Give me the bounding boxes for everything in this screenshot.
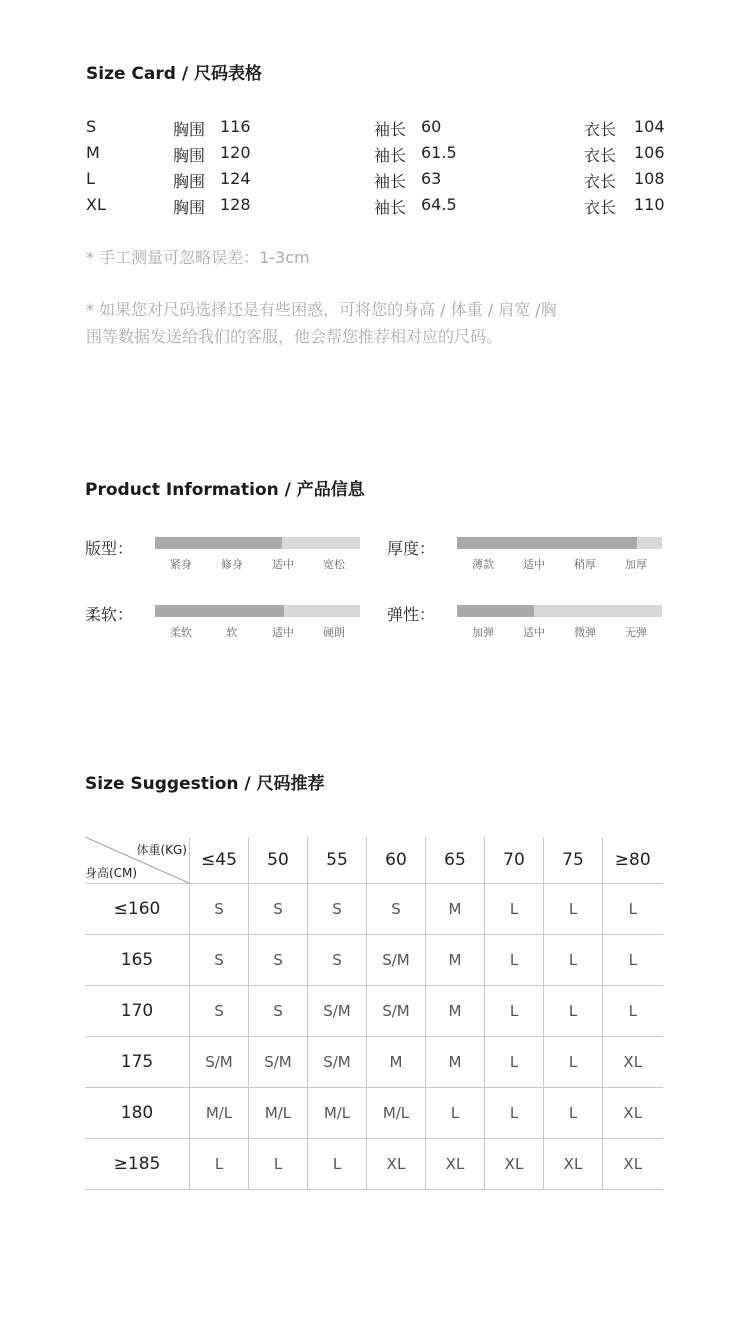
- height-row-header: 175: [85, 1037, 190, 1088]
- weight-header-cell: ≥80: [603, 837, 663, 884]
- size-cell: L: [485, 1037, 544, 1088]
- scale-option-label: 硬朗: [323, 626, 345, 639]
- size-card-row: [0, 143, 750, 169]
- scale-option-label: 适中: [272, 558, 294, 571]
- size-cell: M: [426, 1037, 485, 1088]
- size-suggestion-table: [85, 837, 663, 1190]
- size-cell: S: [367, 884, 426, 935]
- scale-option-label: 微弹: [574, 626, 596, 639]
- scale-option-label: 稍厚: [574, 558, 596, 571]
- weight-header-cell: 60: [367, 837, 426, 884]
- size-cell: M/L: [367, 1088, 426, 1139]
- height-row-header: ≥185: [85, 1139, 190, 1190]
- size-cell: S/M: [308, 1037, 367, 1088]
- measurement-note: * 手工测量可忽略误差：1-3cm: [86, 248, 310, 267]
- attribute-label: 柔软：: [85, 605, 134, 624]
- size-card-chest: 116: [220, 117, 251, 136]
- size-card-length-label: 衣长: [584, 172, 617, 191]
- size-card-chest: 120: [220, 143, 251, 162]
- table-row: [85, 884, 663, 935]
- scale-option-label: 加厚: [625, 558, 647, 571]
- size-cell: L: [426, 1088, 485, 1139]
- size-cell: XL: [367, 1139, 426, 1190]
- size-cell: XL: [603, 1037, 663, 1088]
- size-card-size: L: [86, 169, 95, 188]
- advice-note-line-2: 围等数据发送给我们的客服，他会帮您推荐相对应的尺码。: [86, 327, 503, 346]
- size-card-sleeve: 63: [421, 169, 442, 188]
- size-card-chest: 124: [220, 169, 251, 188]
- size-cell: S/M: [367, 986, 426, 1037]
- size-cell: XL: [426, 1139, 485, 1190]
- scale-option-label: 宽松: [323, 558, 345, 571]
- size-cell: M/L: [190, 1088, 249, 1139]
- attribute-level-fill: [457, 605, 534, 617]
- attribute-level-bar: [155, 537, 360, 549]
- size-cell: M: [426, 986, 485, 1037]
- scale-option-label: 适中: [523, 558, 545, 571]
- size-card-chest-label: 胸围: [173, 146, 206, 165]
- size-cell: XL: [603, 1139, 663, 1190]
- scale-option-label: 柔软: [170, 626, 192, 639]
- size-suggestion-title: Size Suggestion / 尺码推荐: [85, 774, 325, 794]
- size-card-chest-label: 胸围: [173, 172, 206, 191]
- scale-option-label: 软: [226, 626, 238, 639]
- attribute-level-bar: [457, 605, 662, 617]
- scale-option-label: 无弹: [625, 626, 647, 639]
- table-row: [85, 1037, 663, 1088]
- size-cell: S: [190, 884, 249, 935]
- size-card-title: Size Card / 尺码表格: [86, 64, 262, 84]
- attribute-level-bar: [457, 537, 662, 549]
- size-cell: M: [426, 935, 485, 986]
- attribute-label: 厚度：: [387, 539, 436, 558]
- size-card-chest: 128: [220, 195, 251, 214]
- size-card-sleeve-label: 袖长: [374, 198, 407, 217]
- size-cell: S: [249, 986, 308, 1037]
- scale-option-label: 修身: [221, 558, 243, 571]
- weight-header-cell: ≤45: [190, 837, 249, 884]
- size-cell: L: [485, 935, 544, 986]
- table-corner-cell: [85, 837, 190, 884]
- size-cell: L: [485, 884, 544, 935]
- table-row: [85, 1139, 663, 1190]
- size-cell: XL: [485, 1139, 544, 1190]
- size-cell: S/M: [249, 1037, 308, 1088]
- size-cell: M/L: [249, 1088, 308, 1139]
- size-card-length: 108: [634, 169, 665, 188]
- size-card-row: [0, 117, 750, 143]
- size-card-row: [0, 169, 750, 195]
- attribute-level-fill: [155, 605, 284, 617]
- table-row: [85, 986, 663, 1037]
- size-card-sleeve: 60: [421, 117, 442, 136]
- size-cell: S/M: [190, 1037, 249, 1088]
- scale-option-label: 加弹: [472, 626, 494, 639]
- size-cell: L: [544, 935, 603, 986]
- size-cell: S/M: [367, 935, 426, 986]
- weight-header-cell: 55: [308, 837, 367, 884]
- size-cell: L: [249, 1139, 308, 1190]
- size-cell: L: [544, 884, 603, 935]
- size-cell: S: [190, 935, 249, 986]
- size-card-sleeve-label: 袖长: [374, 172, 407, 191]
- product-info-title: Product Information / 产品信息: [85, 480, 365, 500]
- size-cell: M: [367, 1037, 426, 1088]
- size-cell: S: [190, 986, 249, 1037]
- size-cell: S: [308, 935, 367, 986]
- scale-option-label: 适中: [272, 626, 294, 639]
- table-row: [85, 1088, 663, 1139]
- attribute-label: 弹性：: [387, 605, 436, 624]
- size-cell: L: [544, 1088, 603, 1139]
- size-cell: XL: [544, 1139, 603, 1190]
- size-card-chest-label: 胸围: [173, 198, 206, 217]
- size-cell: S: [249, 935, 308, 986]
- corner-weight-label: 体重(KG): [136, 843, 187, 857]
- size-card-row: [0, 195, 750, 221]
- size-cell: M/L: [308, 1088, 367, 1139]
- size-cell: L: [544, 986, 603, 1037]
- size-card-sleeve-label: 袖长: [374, 146, 407, 165]
- size-card-length: 110: [634, 195, 665, 214]
- height-row-header: 180: [85, 1088, 190, 1139]
- size-card-size: M: [86, 143, 100, 162]
- weight-header-cell: 75: [544, 837, 603, 884]
- table-header-row: [85, 837, 663, 884]
- size-cell: S: [249, 884, 308, 935]
- size-card-size: XL: [86, 195, 106, 214]
- weight-header-cell: 70: [485, 837, 544, 884]
- attribute-level-bar: [155, 605, 360, 617]
- size-cell: L: [308, 1139, 367, 1190]
- scale-option-label: 适中: [523, 626, 545, 639]
- size-card-length-label: 衣长: [584, 198, 617, 217]
- size-cell: S: [308, 884, 367, 935]
- size-cell: XL: [603, 1088, 663, 1139]
- height-row-header: 170: [85, 986, 190, 1037]
- corner-height-label: 身高(CM): [85, 866, 138, 880]
- size-card-chest-label: 胸围: [173, 120, 206, 139]
- size-card-sleeve: 61.5: [421, 143, 457, 162]
- size-cell: L: [485, 986, 544, 1037]
- height-row-header: ≤160: [85, 884, 190, 935]
- size-card-length: 104: [634, 117, 665, 136]
- weight-header-cell: 65: [426, 837, 485, 884]
- size-cell: L: [544, 1037, 603, 1088]
- attribute-level-fill: [457, 537, 637, 549]
- advice-note-line-1: * 如果您对尺码选择还是有些困惑，可将您的身高 / 体重 / 肩宽 /胸: [86, 300, 557, 319]
- size-cell: M: [426, 884, 485, 935]
- scale-option-label: 薄款: [472, 558, 494, 571]
- size-cell: S/M: [308, 986, 367, 1037]
- size-cell: L: [485, 1088, 544, 1139]
- size-card-length: 106: [634, 143, 665, 162]
- attribute-label: 版型：: [85, 539, 134, 558]
- size-cell: L: [603, 935, 663, 986]
- size-cell: L: [190, 1139, 249, 1190]
- table-row: [85, 935, 663, 986]
- size-card-size: S: [86, 117, 97, 136]
- size-cell: L: [603, 884, 663, 935]
- size-card-length-label: 衣长: [584, 120, 617, 139]
- scale-option-label: 紧身: [170, 558, 192, 571]
- size-cell: L: [603, 986, 663, 1037]
- size-card-sleeve: 64.5: [421, 195, 457, 214]
- size-card-sleeve-label: 袖长: [374, 120, 407, 139]
- height-row-header: 165: [85, 935, 190, 986]
- weight-header-cell: 50: [249, 837, 308, 884]
- size-card-length-label: 衣长: [584, 146, 617, 165]
- attribute-level-fill: [155, 537, 282, 549]
